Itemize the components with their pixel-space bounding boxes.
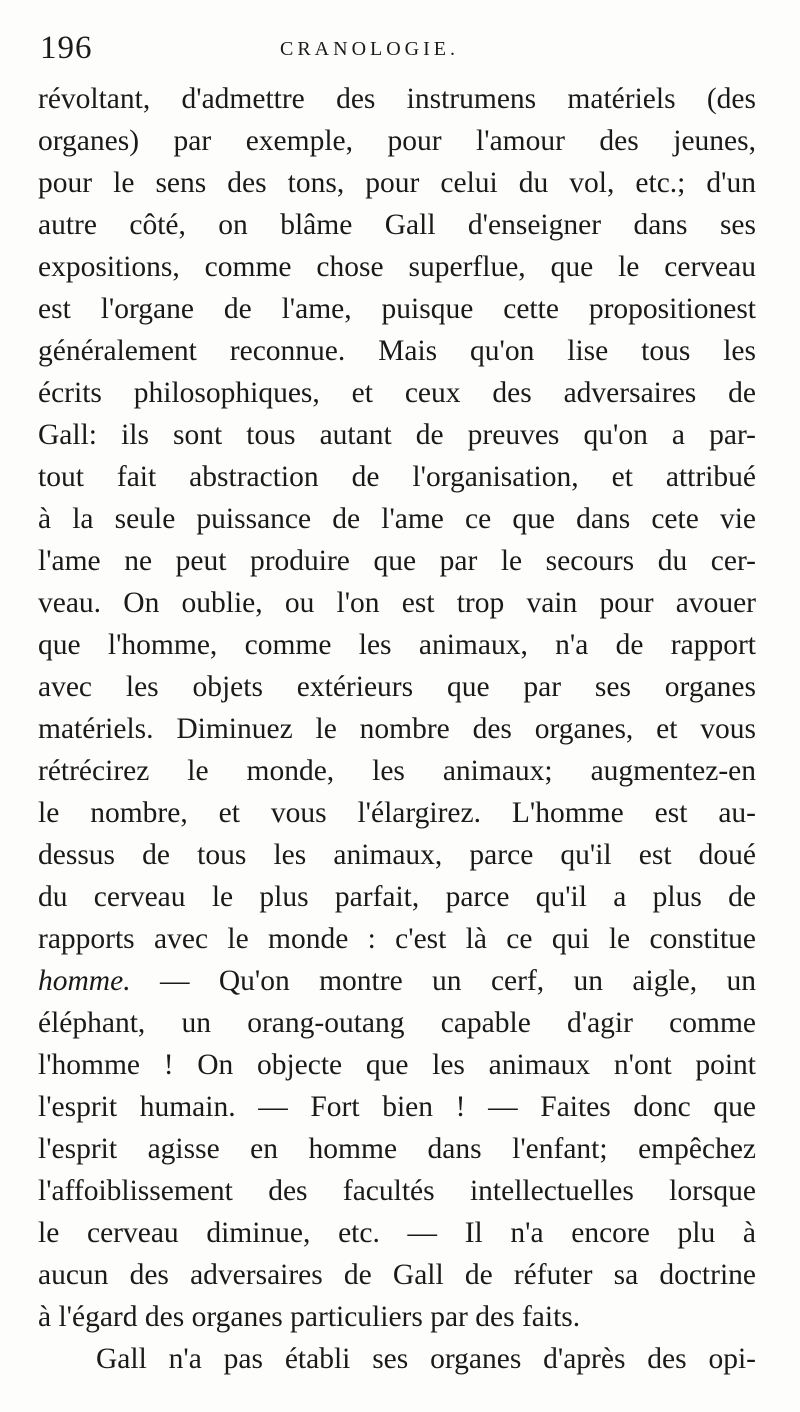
text-line: rapports avec le monde : c'est là ce qui le constitue (38, 923, 756, 955)
body-text (38, 78, 756, 1380)
text-line: pour le sens des tons, pour celui du vol, etc.; d'un (38, 167, 756, 199)
text-line: avec les objets extérieurs que par ses organes (38, 671, 756, 703)
text-line: l'esprit humain. — Fort bien ! — Faites donc que (38, 1091, 756, 1123)
text-line: l'affoiblissement des facultés intellectuelles lorsque (38, 1175, 756, 1207)
text-line: le nombre, et vous l'élargirez. L'homme est au- (38, 797, 756, 829)
text-line: à la seule puissance de l'ame ce que dans cete vie (38, 503, 756, 535)
text-line: à l'égard des organes particuliers par des faits. (38, 1301, 581, 1333)
text-line: que l'homme, comme les animaux, n'a de rapport (38, 629, 756, 661)
page-number: 196 (40, 30, 93, 66)
text-line-rest: Qu'on montre un cerf, un aigle, un (218, 965, 757, 997)
text-line: tout fait abstraction de l'organisation, et attribué (38, 461, 756, 493)
em-dash: — (130, 965, 219, 997)
text-line (38, 960, 756, 1002)
text-line: matériels. Diminuez le nombre des organes, et vous (38, 713, 756, 745)
paragraph-start-line: Gall n'a pas établi ses organes d'après des opi- (96, 1343, 756, 1375)
running-title: CRANOLOGIE. (280, 38, 459, 60)
text-line: organes) par exemple, pour l'amour des jeunes, (38, 125, 756, 157)
text-line: écrits philosophiques, et ceux des adversaires de (38, 377, 756, 409)
text-line: est l'organe de l'ame, puisque cette propositionest (38, 293, 756, 325)
text-line: l'esprit agisse en homme dans l'enfant; empêchez (38, 1133, 756, 1165)
text-line: veau. On oublie, ou l'on est trop vain pour avouer (38, 587, 756, 619)
running-head (40, 28, 760, 72)
text-line: autre côté, on blâme Gall d'enseigner dans ses (38, 209, 756, 241)
text-line: rétrécirez le monde, les animaux; augmentez-en (38, 755, 756, 787)
text-line: l'homme ! On objecte que les animaux n'ont point (38, 1049, 756, 1081)
text-line: éléphant, un orang-outang capable d'agir comme (38, 1007, 756, 1039)
text-line: Gall: ils sont tous autant de preuves qu'on a par- (38, 419, 756, 451)
text-line: du cerveau le plus parfait, parce qu'il a plus de (38, 881, 756, 913)
text-line: l'ame ne peut produire que par le secours du cer- (38, 545, 756, 577)
italic-word: homme. (38, 965, 131, 997)
text-line: dessus de tous les animaux, parce qu'il est doué (38, 839, 756, 871)
text-line: révoltant, d'admettre des instrumens matériels (des (38, 83, 756, 115)
text-line: généralement reconnue. Mais qu'on lise tous les (38, 335, 756, 367)
text-line: aucun des adversaires de Gall de réfuter sa doctrine (38, 1259, 756, 1291)
text-line: expositions, comme chose superflue, que le cerveau (38, 251, 756, 283)
text-line: le cerveau diminue, etc. — Il n'a encore plu à (38, 1217, 756, 1249)
